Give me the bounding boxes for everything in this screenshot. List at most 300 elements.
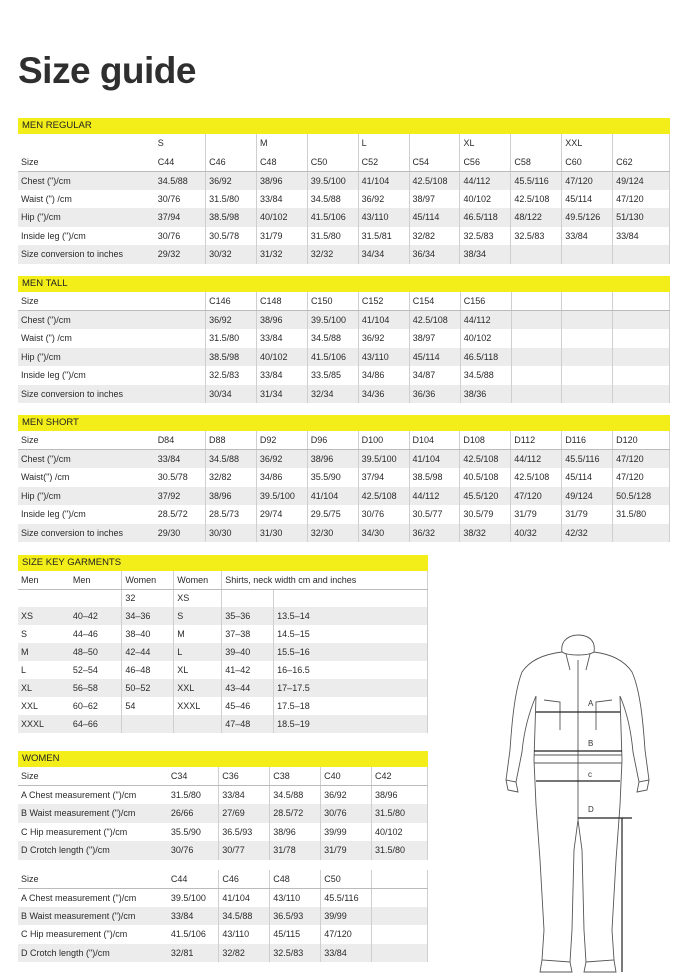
table-cell: D100: [358, 431, 409, 450]
table-cell: 49/124: [613, 171, 670, 190]
table-cell: 36/92: [206, 311, 257, 330]
table-row: [18, 907, 428, 926]
women-header: WOMEN: [18, 751, 428, 767]
table-cell: Women: [174, 571, 222, 589]
table-cell: [613, 366, 670, 385]
table-cell: L: [358, 134, 409, 153]
table-cell: D104: [409, 431, 460, 450]
table-cell: 40/102: [460, 190, 511, 209]
table-cell: C62: [613, 153, 670, 172]
table-cell: 37/92: [155, 487, 206, 506]
table-cell: 18.5–19: [274, 715, 428, 733]
table-cell: 38/34: [460, 245, 511, 264]
table-cell: C54: [409, 153, 460, 172]
table-cell: 51/130: [613, 208, 670, 227]
table-row: [18, 487, 670, 506]
women-table-1: [18, 767, 428, 860]
men-short-header: MEN SHORT: [18, 415, 670, 431]
overall-diagram: [500, 630, 655, 975]
table-cell: 36/92: [256, 450, 307, 469]
table-cell: 42.5/108: [460, 450, 511, 469]
table-row: [18, 329, 670, 348]
table-cell: C48: [270, 870, 321, 889]
table-cell: 32/82: [409, 227, 460, 246]
table-cell: S: [155, 134, 206, 153]
women-section: [18, 751, 428, 962]
table-cell: [613, 245, 670, 264]
table-cell: 34.5/88: [206, 450, 257, 469]
label-b: B: [588, 739, 594, 748]
table-cell: [155, 311, 206, 330]
table-row: [18, 431, 670, 450]
table-cell: D120: [613, 431, 670, 450]
table-cell: 32.5/83: [511, 227, 562, 246]
table-cell: 41/104: [219, 888, 270, 907]
table-cell: 38.5/98: [206, 348, 257, 367]
table-row: [18, 153, 670, 172]
table-cell: C40: [321, 767, 372, 786]
table-cell: 38/32: [460, 524, 511, 543]
row-label: L: [21, 665, 27, 675]
row-label: Size conversion to inches: [18, 385, 155, 404]
table-cell: 38/96: [257, 311, 308, 330]
table-row: [18, 589, 428, 607]
table-cell: 37/94: [155, 208, 206, 227]
page-title: Size guide: [18, 50, 196, 91]
row-label: Size: [18, 870, 168, 889]
table-cell: 36/34: [409, 245, 460, 264]
table-cell: 41/104: [358, 171, 409, 190]
row-label: Size: [18, 153, 155, 172]
table-row: [18, 786, 428, 805]
table-cell: 47/120: [321, 925, 372, 944]
table-cell: Women: [122, 571, 174, 589]
table-cell: 16–16.5: [274, 661, 428, 679]
table-cell: 34/87: [409, 366, 460, 385]
table-cell: 45.5/116: [321, 888, 372, 907]
table-cell: 34.5/88: [219, 907, 270, 926]
row-label: C Hip measurement (")/cm: [21, 826, 128, 837]
table-cell: 36/92: [206, 171, 257, 190]
table-row: [18, 679, 428, 697]
table-cell: [155, 292, 206, 311]
table-row: [18, 227, 670, 246]
women-table-2: [18, 870, 428, 963]
table-cell: 31/34: [257, 385, 308, 404]
table-cell: 44–46: [70, 625, 122, 643]
table-cell: 28.5/72: [155, 505, 206, 524]
table-cell: 34/86: [358, 366, 409, 385]
table-cell: D116: [562, 431, 613, 450]
table-cell: 33/84: [257, 329, 308, 348]
table-cell: 34/86: [256, 468, 307, 487]
table-cell: 36/92: [358, 190, 409, 209]
table-cell: XL: [460, 134, 511, 153]
row-label: Size: [18, 292, 155, 311]
table-cell: 42.5/108: [409, 171, 460, 190]
table-cell: Shirts, neck width cm and inches: [222, 571, 428, 589]
table-cell: 47/120: [511, 487, 562, 506]
table-cell: 35–36: [222, 607, 274, 625]
table-cell: C46: [206, 153, 257, 172]
table-cell: 45/114: [562, 190, 613, 209]
table-cell: [372, 907, 428, 926]
table-cell: 45/115: [270, 925, 321, 944]
table-cell: 26/66: [168, 804, 219, 823]
table-cell: 32.5/83: [206, 366, 257, 385]
table-cell: 33/84: [256, 190, 307, 209]
table-cell: 40/32: [511, 524, 562, 543]
table-cell: 37/94: [358, 468, 409, 487]
table-cell: 31/79: [562, 505, 613, 524]
table-row: [18, 311, 670, 330]
table-cell: 41.5/106: [168, 925, 219, 944]
table-cell: 42–44: [122, 643, 174, 661]
table-cell: 33/84: [321, 944, 372, 963]
table-cell: Men: [70, 571, 122, 589]
table-cell: 33/84: [155, 450, 206, 469]
table-row: [18, 571, 428, 589]
table-cell: 49/124: [562, 487, 613, 506]
row-label: Chest (")/cm: [18, 450, 155, 469]
table-cell: 45/114: [409, 208, 460, 227]
table-row: [18, 292, 670, 311]
table-cell: C146: [206, 292, 257, 311]
table-cell: 28.5/72: [270, 804, 321, 823]
table-cell: 33/84: [562, 227, 613, 246]
table-cell: M: [174, 625, 222, 643]
table-cell: 43/110: [358, 348, 409, 367]
table-row: [18, 841, 428, 860]
row-label: Hip (")/cm: [18, 487, 155, 506]
table-cell: 60–62: [70, 697, 122, 715]
table-row: [18, 208, 670, 227]
table-cell: C48: [256, 153, 307, 172]
table-cell: 41/104: [307, 487, 358, 506]
table-cell: 34.5/88: [307, 329, 358, 348]
table-cell: C50: [307, 153, 358, 172]
table-cell: 29/30: [155, 524, 206, 543]
table-row: [18, 870, 428, 889]
table-cell: 41.5/106: [307, 208, 358, 227]
size-key-header: SIZE KEY GARMENTS: [18, 555, 428, 571]
table-cell: [562, 348, 613, 367]
table-cell: 34–36: [122, 607, 174, 625]
table-cell: 42.5/108: [511, 468, 562, 487]
table-cell: D108: [460, 431, 511, 450]
row-label: Waist (") /cm: [21, 193, 72, 204]
table-cell: D112: [511, 431, 562, 450]
table-cell: C50: [321, 870, 372, 889]
table-cell: M: [256, 134, 307, 153]
table-cell: [511, 329, 562, 348]
row-label: A Chest measurement (")/cm: [21, 892, 137, 903]
table-cell: 32/82: [219, 944, 270, 963]
table-cell: 39.5/100: [307, 171, 358, 190]
table-cell: 31/79: [256, 227, 307, 246]
table-cell: [562, 385, 613, 404]
table-cell: 40/102: [372, 823, 428, 842]
table-cell: 39.5/100: [358, 450, 409, 469]
table-cell: 42/32: [562, 524, 613, 543]
table-cell: [70, 589, 122, 607]
table-row: [18, 804, 428, 823]
men-regular-table: [18, 134, 670, 264]
table-cell: C150: [307, 292, 358, 311]
table-cell: [372, 925, 428, 944]
table-cell: 48–50: [70, 643, 122, 661]
table-cell: 30/76: [155, 190, 206, 209]
row-label: C Hip measurement (")/cm: [21, 929, 128, 940]
table-cell: 38/97: [409, 190, 460, 209]
table-cell: 33/84: [219, 786, 270, 805]
table-cell: XXL: [562, 134, 613, 153]
table-cell: L: [174, 643, 222, 661]
row-label: XXXL: [18, 715, 70, 733]
table-cell: 38–40: [122, 625, 174, 643]
row-label: Waist (") /cm: [21, 333, 72, 344]
table-cell: C152: [358, 292, 409, 311]
table-cell: 30/30: [206, 524, 257, 543]
table-cell: [372, 888, 428, 907]
table-row: [18, 366, 670, 385]
table-cell: 31/79: [511, 505, 562, 524]
table-cell: C148: [257, 292, 308, 311]
row-label: Size conversion to inches: [18, 524, 155, 543]
table-cell: 47–48: [222, 715, 274, 733]
table-cell: 33/84: [168, 907, 219, 926]
table-row: [18, 190, 670, 209]
table-cell: 56–58: [70, 679, 122, 697]
row-label: A Chest measurement (")/cm: [21, 790, 137, 800]
table-cell: 38.5/98: [206, 208, 257, 227]
table-cell: 44/112: [511, 450, 562, 469]
table-row: [18, 171, 670, 190]
table-cell: [372, 944, 428, 963]
table-cell: C52: [358, 153, 409, 172]
row-label: M: [18, 643, 70, 661]
table-cell: [511, 348, 562, 367]
table-cell: 40.5/108: [460, 468, 511, 487]
table-cell: 54: [122, 697, 174, 715]
table-cell: 39.5/100: [256, 487, 307, 506]
table-cell: 31.5/80: [372, 804, 428, 823]
table-cell: 38/36: [460, 385, 511, 404]
table-cell: 41/104: [358, 311, 409, 330]
table-cell: 29/74: [256, 505, 307, 524]
table-cell: 31.5/80: [613, 505, 670, 524]
table-cell: 30/76: [155, 227, 206, 246]
table-cell: 31.5/80: [168, 786, 219, 805]
table-cell: C60: [562, 153, 613, 172]
table-cell: [562, 366, 613, 385]
table-cell: 45–46: [222, 697, 274, 715]
table-cell: 52–54: [70, 661, 122, 679]
table-cell: XXL: [174, 679, 222, 697]
table-cell: [511, 366, 562, 385]
table-row: [18, 134, 670, 153]
table-cell: 46–48: [122, 661, 174, 679]
table-cell: [613, 385, 670, 404]
table-cell: [613, 329, 670, 348]
table-cell: 36/92: [358, 329, 409, 348]
table-cell: 38.5/98: [409, 468, 460, 487]
table-cell: D84: [155, 431, 206, 450]
men-regular-section: [18, 118, 670, 264]
table-cell: 37–38: [222, 625, 274, 643]
table-cell: [155, 385, 206, 404]
table-cell: 33/84: [257, 366, 308, 385]
table-cell: [562, 292, 613, 311]
table-cell: 36.5/93: [270, 907, 321, 926]
table-cell: XS: [174, 589, 222, 607]
row-label: Chest (")/cm: [18, 171, 155, 190]
table-cell: 30.5/78: [155, 468, 206, 487]
table-cell: 30/77: [219, 841, 270, 860]
table-row: [18, 524, 670, 543]
table-cell: 32: [122, 589, 174, 607]
table-cell: C38: [270, 767, 321, 786]
row-label: XL: [18, 679, 70, 697]
table-cell: 46.5/118: [460, 208, 511, 227]
table-cell: 30.5/79: [460, 505, 511, 524]
table-cell: 30/34: [206, 385, 257, 404]
table-cell: 40/102: [460, 329, 511, 348]
table-cell: 45.5/120: [460, 487, 511, 506]
table-cell: 30/76: [321, 804, 372, 823]
table-row: [18, 505, 670, 524]
table-cell: 36/92: [321, 786, 372, 805]
table-cell: 36/32: [409, 524, 460, 543]
row-label: Men: [18, 571, 70, 589]
table-row: [18, 767, 428, 786]
men-short-table: [18, 431, 670, 542]
table-cell: 32/32: [307, 245, 358, 264]
table-cell: [511, 134, 562, 153]
table-cell: 49.5/126: [562, 208, 613, 227]
table-cell: 35.5/90: [307, 468, 358, 487]
table-cell: 50–52: [122, 679, 174, 697]
table-cell: 44/112: [460, 171, 511, 190]
table-cell: S: [174, 607, 222, 625]
table-cell: 40–42: [70, 607, 122, 625]
table-cell: 28.5/73: [206, 505, 257, 524]
table-cell: 48/122: [511, 208, 562, 227]
table-cell: 34.5/88: [155, 171, 206, 190]
table-cell: 39.5/100: [307, 311, 358, 330]
table-cell: 41/104: [409, 450, 460, 469]
row-label: B Waist measurement (")/cm: [18, 907, 168, 926]
table-cell: XL: [174, 661, 222, 679]
table-cell: 32/34: [307, 385, 358, 404]
table-cell: [613, 524, 670, 543]
table-cell: D88: [206, 431, 257, 450]
table-cell: 39–40: [222, 643, 274, 661]
table-cell: 29.5/75: [307, 505, 358, 524]
table-cell: 38/97: [409, 329, 460, 348]
table-cell: 31.5/80: [206, 329, 257, 348]
table-cell: 36.5/93: [219, 823, 270, 842]
table-cell: [409, 134, 460, 153]
table-cell: 31/32: [256, 245, 307, 264]
table-cell: 31/30: [256, 524, 307, 543]
row-label: B Waist measurement (")/cm: [18, 804, 168, 823]
row-label: D Crotch length (")/cm: [18, 944, 168, 963]
table-cell: [274, 589, 428, 607]
row-label: [18, 589, 70, 607]
men-regular-header: MEN REGULAR: [18, 118, 670, 134]
row-label: Waist(") /cm: [21, 472, 70, 483]
table-cell: [155, 366, 206, 385]
table-row: [18, 715, 428, 733]
table-cell: 32/82: [206, 468, 257, 487]
table-cell: C56: [460, 153, 511, 172]
table-cell: 44/112: [460, 311, 511, 330]
table-cell: 30/32: [206, 245, 257, 264]
table-cell: 17–17.5: [274, 679, 428, 697]
table-cell: [372, 870, 428, 889]
table-cell: 45/114: [562, 468, 613, 487]
table-row: [18, 245, 670, 264]
label-a: A: [588, 699, 594, 708]
table-cell: 45.5/116: [562, 450, 613, 469]
table-cell: 31.5/81: [358, 227, 409, 246]
size-key-table: [18, 571, 428, 733]
table-cell: C58: [511, 153, 562, 172]
label-c: c: [588, 770, 592, 779]
table-cell: [155, 348, 206, 367]
table-cell: 31/79: [321, 841, 372, 860]
men-tall-section: [18, 276, 670, 403]
table-cell: [562, 311, 613, 330]
table-cell: 43/110: [270, 888, 321, 907]
table-cell: C46: [219, 870, 270, 889]
table-cell: 33/84: [613, 227, 670, 246]
row-label: Inside leg (")/cm: [21, 230, 86, 241]
table-cell: [613, 311, 670, 330]
table-cell: [155, 329, 206, 348]
men-tall-header: MEN TALL: [18, 276, 670, 292]
table-cell: 34/30: [358, 524, 409, 543]
table-cell: D92: [256, 431, 307, 450]
row-label: S: [21, 629, 28, 639]
label-d: D: [588, 805, 594, 814]
table-cell: 30.5/78: [206, 227, 257, 246]
table-cell: 43/110: [219, 925, 270, 944]
row-label: Inside leg (")/cm: [21, 509, 86, 520]
table-cell: 50.5/128: [613, 487, 670, 506]
table-cell: 40/102: [256, 208, 307, 227]
table-cell: 39.5/100: [168, 888, 219, 907]
table-cell: 43/110: [358, 208, 409, 227]
table-cell: 41.5/106: [307, 348, 358, 367]
table-cell: C34: [168, 767, 219, 786]
table-cell: C44: [168, 870, 219, 889]
table-cell: C42: [372, 767, 428, 786]
table-cell: 31.5/80: [372, 841, 428, 860]
table-cell: 32.5/83: [460, 227, 511, 246]
table-cell: [613, 348, 670, 367]
table-row: [18, 348, 670, 367]
table-cell: [511, 311, 562, 330]
row-label: [18, 134, 155, 153]
table-cell: 33.5/85: [307, 366, 358, 385]
table-cell: [613, 292, 670, 311]
table-cell: 32.5/83: [270, 944, 321, 963]
table-cell: [511, 245, 562, 264]
table-cell: 42.5/108: [511, 190, 562, 209]
table-cell: 38/96: [270, 823, 321, 842]
